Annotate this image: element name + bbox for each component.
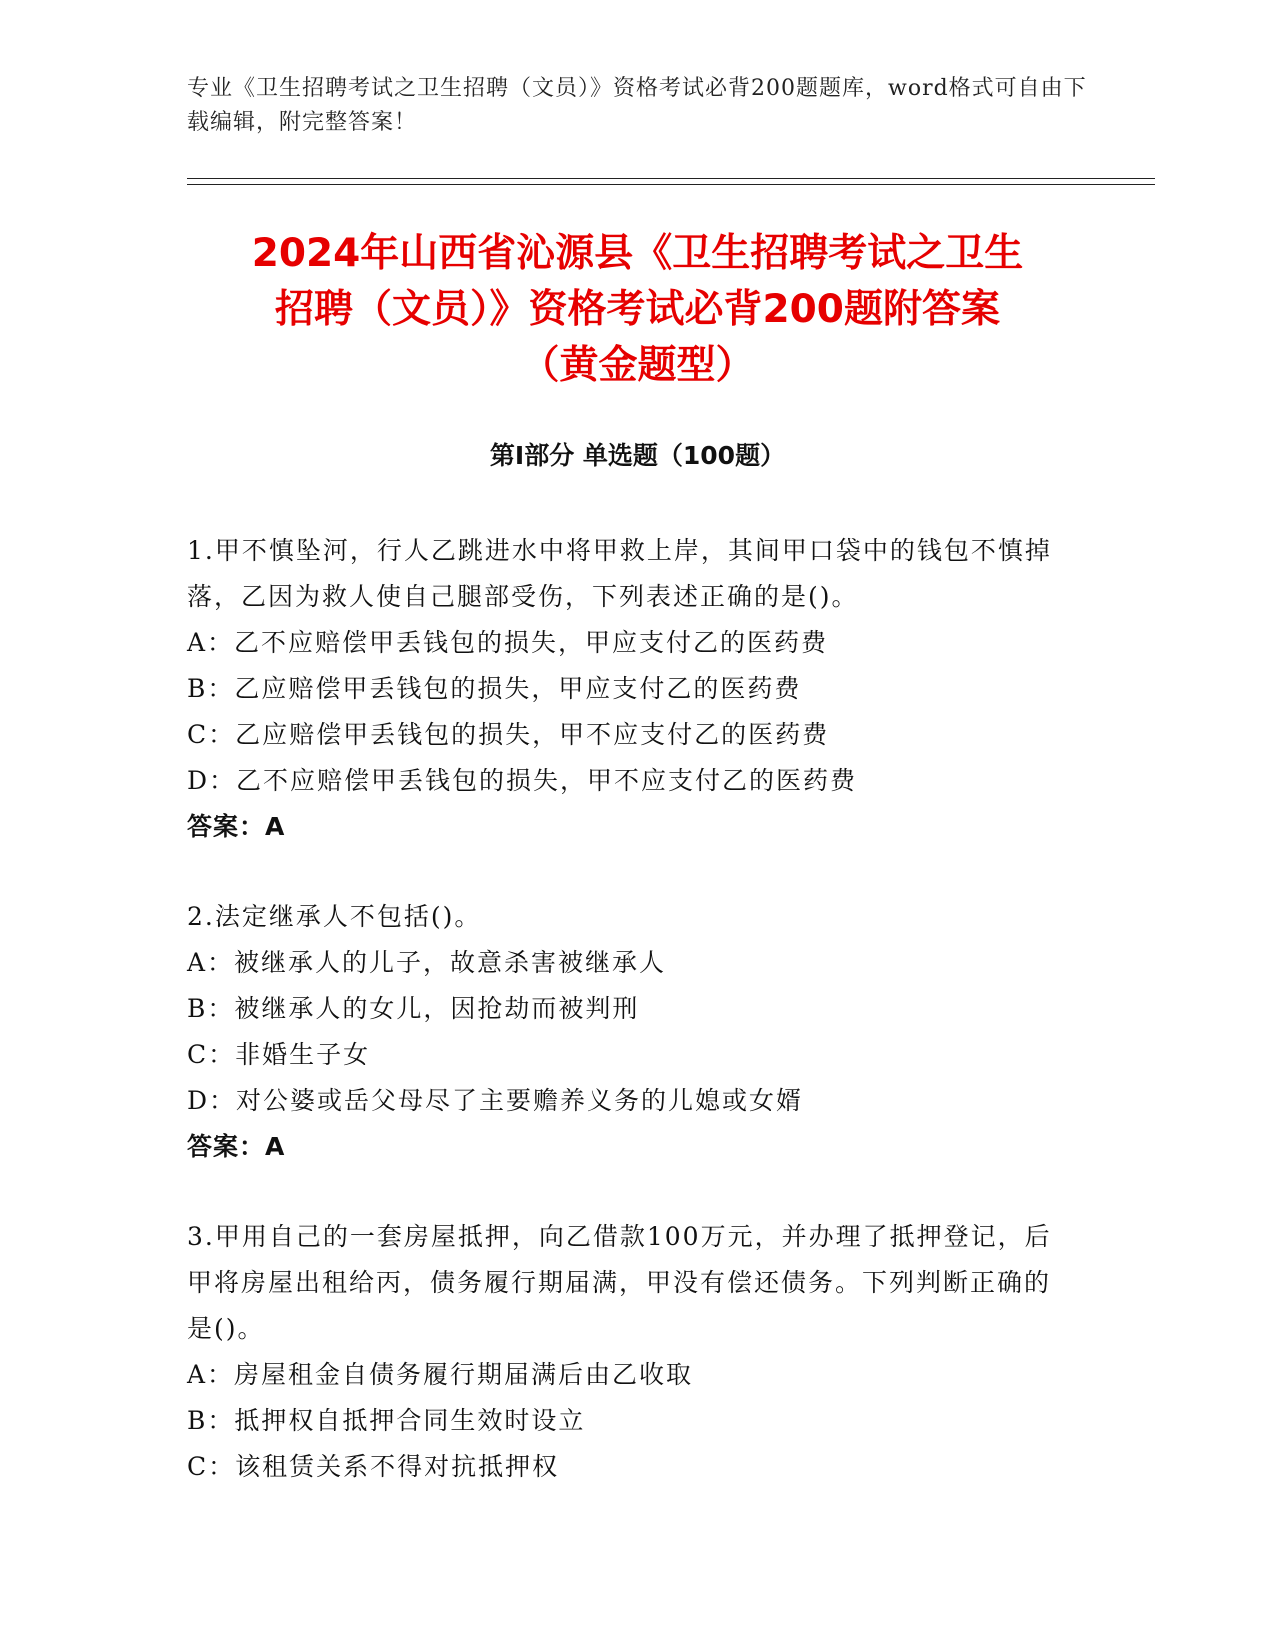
question-item — [187, 1214, 1067, 1490]
document-title-line-2: 招聘（文员）》资格考试必背200题附答案 — [275, 287, 1000, 332]
question-item — [187, 528, 1067, 850]
question-stem: 3.甲用自己的一套房屋抵押，向乙借款100万元，并办理了抵押登记，后甲将房屋出租给丙，债务履行期届满，甲没有偿还债务。下列判断正确的是()。 — [187, 1222, 1052, 1343]
document-title — [170, 226, 1105, 394]
question-option-a: A：房屋租金自债务履行期届满后由乙收取 — [187, 1360, 694, 1389]
question-answer: 答案：A — [187, 812, 286, 841]
question-answer: 答案：A — [187, 1132, 286, 1161]
document-title-line-1: 2024年山西省沁源县《卫生招聘考试之卫生 — [251, 231, 1024, 276]
question-option-c: C：乙应赔偿甲丢钱包的损失，甲不应支付乙的医药费 — [187, 720, 830, 749]
question-list — [187, 528, 1067, 1534]
question-option-b: B：被继承人的女儿，因抢劫而被判刑 — [187, 994, 640, 1023]
question-option-c: C：非婚生子女 — [187, 1040, 371, 1069]
question-stem: 2.法定继承人不包括()。 — [187, 902, 482, 931]
question-option-a: A：乙不应赔偿甲丢钱包的损失，甲应支付乙的医药费 — [187, 628, 829, 657]
question-stem: 1.甲不慎坠河，行人乙跳进水中将甲救上岸，其间甲口袋中的钱包不慎掉落，乙因为救人使自己腿部受伤，下列表述正确的是()。 — [187, 536, 1052, 611]
question-option-d: D：乙不应赔偿甲丢钱包的损失，甲不应支付乙的医药费 — [187, 766, 858, 795]
question-option-c: C：该租赁关系不得对抗抵押权 — [187, 1452, 560, 1481]
section-heading: 第Ⅰ部分 单选题（100题） — [489, 441, 786, 470]
document-title-line-3: （黄金题型） — [520, 343, 755, 388]
question-option-b: B：乙应赔偿甲丢钱包的损失，甲应支付乙的医药费 — [187, 674, 802, 703]
question-item — [187, 894, 1067, 1170]
header-note: 专业《卫生招聘考试之卫生招聘（文员）》资格考试必背200题题库，word格式可自由下载编辑，附完整答案！ — [187, 76, 1087, 135]
header-rule-bottom — [187, 184, 1155, 185]
header-rule-top — [187, 178, 1155, 179]
question-option-d: D：对公婆或岳父母尽了主要赡养义务的儿媳或女婿 — [187, 1086, 804, 1115]
question-option-b: B：抵押权自抵押合同生效时设立 — [187, 1406, 586, 1435]
question-option-a: A：被继承人的儿子，故意杀害被继承人 — [187, 948, 667, 977]
